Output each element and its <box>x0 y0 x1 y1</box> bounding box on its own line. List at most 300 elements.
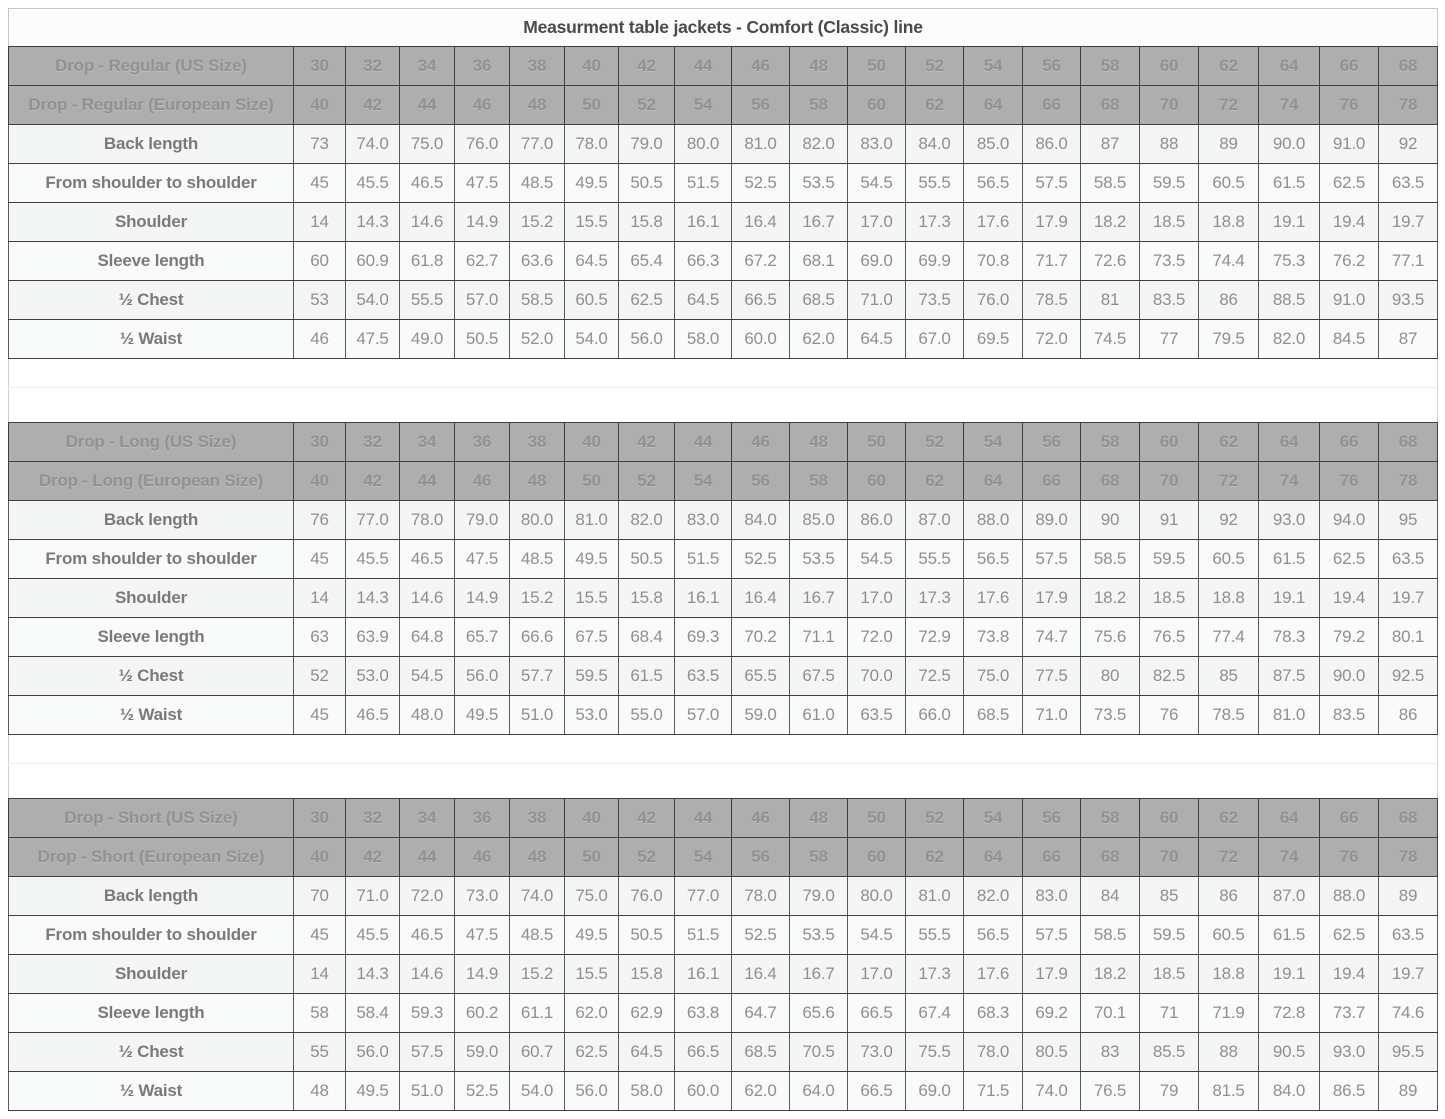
value-cell: 61.5 <box>1259 540 1320 579</box>
value-cell: 73.0 <box>848 1033 906 1072</box>
eu-size-cell: 60 <box>848 86 906 125</box>
value-cell: 48.5 <box>510 540 565 579</box>
us-size-cell: 56 <box>1023 423 1081 462</box>
value-cell: 61.5 <box>1259 164 1320 203</box>
value-cell: 68.3 <box>964 994 1023 1033</box>
value-cell: 17.6 <box>964 579 1023 618</box>
value-cell: 62.5 <box>1320 916 1379 955</box>
value-cell: 18.8 <box>1199 579 1259 618</box>
value-cell: 80.0 <box>510 501 565 540</box>
us-size-cell: 58 <box>1081 423 1140 462</box>
value-cell: 60.5 <box>1199 540 1259 579</box>
value-cell: 54.0 <box>346 281 400 320</box>
value-cell: 88.5 <box>1259 281 1320 320</box>
title-row <box>9 9 1438 47</box>
value-cell: 55.5 <box>906 540 964 579</box>
table-sections <box>9 47 1438 1111</box>
us-size-cell: 34 <box>400 423 455 462</box>
value-cell: 76 <box>1140 696 1199 735</box>
value-cell: 77 <box>1140 320 1199 359</box>
us-size-cell: 32 <box>346 799 400 838</box>
value-cell: 48.5 <box>510 916 565 955</box>
value-cell: 88.0 <box>1320 877 1379 916</box>
us-size-cell: 68 <box>1379 47 1438 86</box>
value-cell: 52.5 <box>455 1072 510 1111</box>
value-cell: 48.0 <box>400 696 455 735</box>
value-cell: 52.5 <box>732 916 790 955</box>
value-cell: 78.0 <box>964 1033 1023 1072</box>
eu-size-cell: 78 <box>1379 462 1438 501</box>
value-cell: 54.0 <box>565 320 619 359</box>
us-size-cell: 56 <box>1023 47 1081 86</box>
value-cell: 74.4 <box>1199 242 1259 281</box>
us-size-cell: 32 <box>346 423 400 462</box>
value-cell: 69.9 <box>906 242 964 281</box>
eu-size-cell: 78 <box>1379 86 1438 125</box>
value-cell: 78.5 <box>1023 281 1081 320</box>
eu-size-cell: 62 <box>906 838 964 877</box>
value-cell: 71.0 <box>1023 696 1081 735</box>
value-cell: 77.1 <box>1379 242 1438 281</box>
eu-size-cell: 52 <box>619 462 675 501</box>
value-cell: 79.5 <box>1199 320 1259 359</box>
value-cell: 66.6 <box>510 618 565 657</box>
table-title: Measurment table jackets - Comfort (Classic) line <box>9 9 1438 47</box>
value-cell: 85.0 <box>790 501 848 540</box>
size-header-us-row <box>9 47 1438 86</box>
eu-size-cell: 78 <box>1379 838 1438 877</box>
measurement-row <box>9 618 1438 657</box>
value-cell: 19.4 <box>1320 203 1379 242</box>
value-cell: 55.5 <box>400 281 455 320</box>
value-cell: 57.5 <box>1023 540 1081 579</box>
value-cell: 16.7 <box>790 203 848 242</box>
value-cell: 57.0 <box>675 696 732 735</box>
us-size-cell: 66 <box>1320 47 1379 86</box>
value-cell: 63.8 <box>675 994 732 1033</box>
value-cell: 17.3 <box>906 579 964 618</box>
value-cell: 53.5 <box>790 164 848 203</box>
eu-size-cell: 58 <box>790 462 848 501</box>
value-cell: 45.5 <box>346 540 400 579</box>
section-spacer-row <box>9 388 1438 423</box>
us-size-cell: 60 <box>1140 799 1199 838</box>
value-cell: 84.5 <box>1320 320 1379 359</box>
eu-size-cell: 70 <box>1140 838 1199 877</box>
value-cell: 58.5 <box>1081 916 1140 955</box>
value-cell: 86.5 <box>1320 1072 1379 1111</box>
value-cell: 58.5 <box>510 281 565 320</box>
us-size-cell: 58 <box>1081 799 1140 838</box>
value-cell: 51.0 <box>400 1072 455 1111</box>
section-eu-label: Drop - Regular (European Size) <box>9 86 294 125</box>
us-size-cell: 30 <box>294 799 346 838</box>
value-cell: 83.0 <box>848 125 906 164</box>
value-cell: 50.5 <box>619 916 675 955</box>
eu-size-cell: 40 <box>294 838 346 877</box>
value-cell: 63.5 <box>848 696 906 735</box>
us-size-cell: 52 <box>906 47 964 86</box>
value-cell: 15.2 <box>510 955 565 994</box>
value-cell: 72.8 <box>1259 994 1320 1033</box>
row-label: ½ Chest <box>9 657 294 696</box>
value-cell: 16.7 <box>790 955 848 994</box>
value-cell: 60.5 <box>565 281 619 320</box>
us-size-cell: 64 <box>1259 47 1320 86</box>
value-cell: 17.6 <box>964 203 1023 242</box>
value-cell: 16.4 <box>732 955 790 994</box>
us-size-cell: 40 <box>565 423 619 462</box>
value-cell: 83.0 <box>675 501 732 540</box>
value-cell: 74.5 <box>1081 320 1140 359</box>
value-cell: 94.0 <box>1320 501 1379 540</box>
eu-size-cell: 60 <box>848 462 906 501</box>
value-cell: 92 <box>1379 125 1438 164</box>
eu-size-cell: 62 <box>906 86 964 125</box>
eu-size-cell: 74 <box>1259 462 1320 501</box>
value-cell: 74.0 <box>1023 1072 1081 1111</box>
value-cell: 71.0 <box>346 877 400 916</box>
value-cell: 45 <box>294 540 346 579</box>
value-cell: 68.5 <box>964 696 1023 735</box>
us-size-cell: 68 <box>1379 423 1438 462</box>
value-cell: 56.0 <box>565 1072 619 1111</box>
eu-size-cell: 56 <box>732 838 790 877</box>
value-cell: 15.2 <box>510 203 565 242</box>
us-size-cell: 56 <box>1023 799 1081 838</box>
value-cell: 74.0 <box>346 125 400 164</box>
value-cell: 92.5 <box>1379 657 1438 696</box>
row-label: From shoulder to shoulder <box>9 916 294 955</box>
value-cell: 90.0 <box>1320 657 1379 696</box>
value-cell: 73.0 <box>455 877 510 916</box>
measurement-row <box>9 916 1438 955</box>
spacer-cell <box>9 359 1438 388</box>
value-cell: 50.5 <box>619 540 675 579</box>
value-cell: 73.8 <box>964 618 1023 657</box>
value-cell: 87 <box>1081 125 1140 164</box>
value-cell: 62.5 <box>1320 164 1379 203</box>
value-cell: 46.5 <box>400 916 455 955</box>
eu-size-cell: 56 <box>732 462 790 501</box>
value-cell: 52.5 <box>732 540 790 579</box>
value-cell: 73.5 <box>1140 242 1199 281</box>
value-cell: 56.5 <box>964 916 1023 955</box>
us-size-cell: 50 <box>848 799 906 838</box>
eu-size-cell: 68 <box>1081 462 1140 501</box>
value-cell: 69.0 <box>848 242 906 281</box>
measurement-row <box>9 1033 1438 1072</box>
us-size-cell: 48 <box>790 423 848 462</box>
value-cell: 78.3 <box>1259 618 1320 657</box>
value-cell: 16.4 <box>732 203 790 242</box>
size-header-us-row <box>9 423 1438 462</box>
value-cell: 14 <box>294 203 346 242</box>
us-size-cell: 40 <box>565 47 619 86</box>
value-cell: 66.3 <box>675 242 732 281</box>
value-cell: 17.0 <box>848 203 906 242</box>
value-cell: 87 <box>1379 320 1438 359</box>
value-cell: 18.2 <box>1081 579 1140 618</box>
value-cell: 77.0 <box>510 125 565 164</box>
section-eu-label: Drop - Short (European Size) <box>9 838 294 877</box>
value-cell: 17.0 <box>848 579 906 618</box>
value-cell: 63 <box>294 618 346 657</box>
value-cell: 71.1 <box>790 618 848 657</box>
value-cell: 58.4 <box>346 994 400 1033</box>
section-us-label: Drop - Long (US Size) <box>9 423 294 462</box>
value-cell: 56.5 <box>964 540 1023 579</box>
us-size-cell: 38 <box>510 799 565 838</box>
value-cell: 18.5 <box>1140 579 1199 618</box>
value-cell: 52.5 <box>732 164 790 203</box>
value-cell: 65.6 <box>790 994 848 1033</box>
value-cell: 89.0 <box>1023 501 1081 540</box>
us-size-cell: 54 <box>964 47 1023 86</box>
measurement-row <box>9 164 1438 203</box>
value-cell: 82.0 <box>1259 320 1320 359</box>
eu-size-cell: 40 <box>294 462 346 501</box>
eu-size-cell: 64 <box>964 86 1023 125</box>
value-cell: 81.0 <box>1259 696 1320 735</box>
us-size-cell: 42 <box>619 47 675 86</box>
value-cell: 72.0 <box>1023 320 1081 359</box>
value-cell: 73.5 <box>1081 696 1140 735</box>
value-cell: 87.0 <box>906 501 964 540</box>
measurement-row <box>9 994 1438 1033</box>
eu-size-cell: 62 <box>906 462 964 501</box>
us-size-cell: 32 <box>346 47 400 86</box>
value-cell: 81.0 <box>565 501 619 540</box>
value-cell: 14.3 <box>346 203 400 242</box>
value-cell: 55.5 <box>906 916 964 955</box>
value-cell: 87.5 <box>1259 657 1320 696</box>
value-cell: 53.0 <box>346 657 400 696</box>
value-cell: 77.5 <box>1023 657 1081 696</box>
eu-size-cell: 58 <box>790 838 848 877</box>
row-label: From shoulder to shoulder <box>9 164 294 203</box>
value-cell: 90.5 <box>1259 1033 1320 1072</box>
value-cell: 59.5 <box>1140 164 1199 203</box>
us-size-cell: 58 <box>1081 47 1140 86</box>
value-cell: 60 <box>294 242 346 281</box>
row-label: Shoulder <box>9 579 294 618</box>
value-cell: 75.5 <box>906 1033 964 1072</box>
row-label: ½ Waist <box>9 1072 294 1111</box>
value-cell: 67.0 <box>906 320 964 359</box>
us-size-cell: 38 <box>510 423 565 462</box>
value-cell: 52.0 <box>510 320 565 359</box>
value-cell: 89 <box>1379 877 1438 916</box>
eu-size-cell: 66 <box>1023 462 1081 501</box>
eu-size-cell: 48 <box>510 86 565 125</box>
measurement-row <box>9 696 1438 735</box>
row-label: From shoulder to shoulder <box>9 540 294 579</box>
eu-size-cell: 56 <box>732 86 790 125</box>
eu-size-cell: 52 <box>619 86 675 125</box>
value-cell: 56.0 <box>455 657 510 696</box>
value-cell: 79.2 <box>1320 618 1379 657</box>
us-size-cell: 62 <box>1199 423 1259 462</box>
value-cell: 70.2 <box>732 618 790 657</box>
value-cell: 81.5 <box>1199 1072 1259 1111</box>
value-cell: 18.5 <box>1140 955 1199 994</box>
us-size-cell: 66 <box>1320 799 1379 838</box>
spacer-cell <box>9 388 1438 423</box>
section-us-label: Drop - Short (US Size) <box>9 799 294 838</box>
value-cell: 18.2 <box>1081 203 1140 242</box>
value-cell: 75.0 <box>400 125 455 164</box>
us-size-cell: 66 <box>1320 423 1379 462</box>
value-cell: 77.4 <box>1199 618 1259 657</box>
measurement-row <box>9 1072 1438 1111</box>
eu-size-cell: 72 <box>1199 86 1259 125</box>
eu-size-cell: 50 <box>565 838 619 877</box>
value-cell: 19.4 <box>1320 955 1379 994</box>
eu-size-cell: 60 <box>848 838 906 877</box>
eu-size-cell: 72 <box>1199 462 1259 501</box>
value-cell: 91 <box>1140 501 1199 540</box>
value-cell: 83.0 <box>1023 877 1081 916</box>
value-cell: 70 <box>294 877 346 916</box>
value-cell: 88 <box>1199 1033 1259 1072</box>
value-cell: 85 <box>1140 877 1199 916</box>
value-cell: 52 <box>294 657 346 696</box>
size-header-eu-row <box>9 462 1438 501</box>
value-cell: 49.0 <box>400 320 455 359</box>
value-cell: 64.0 <box>790 1072 848 1111</box>
value-cell: 66.5 <box>675 1033 732 1072</box>
value-cell: 76.0 <box>455 125 510 164</box>
value-cell: 76.2 <box>1320 242 1379 281</box>
value-cell: 76.0 <box>964 281 1023 320</box>
value-cell: 88 <box>1140 125 1199 164</box>
value-cell: 86 <box>1379 696 1438 735</box>
value-cell: 76.0 <box>619 877 675 916</box>
us-size-cell: 60 <box>1140 47 1199 86</box>
value-cell: 60.0 <box>732 320 790 359</box>
value-cell: 71.7 <box>1023 242 1081 281</box>
eu-size-cell: 46 <box>455 838 510 877</box>
value-cell: 75.0 <box>964 657 1023 696</box>
measurement-row <box>9 877 1438 916</box>
value-cell: 72.0 <box>848 618 906 657</box>
value-cell: 16.1 <box>675 203 732 242</box>
measurement-row <box>9 501 1438 540</box>
value-cell: 14 <box>294 579 346 618</box>
value-cell: 80.1 <box>1379 618 1438 657</box>
eu-size-cell: 48 <box>510 462 565 501</box>
value-cell: 69.2 <box>1023 994 1081 1033</box>
value-cell: 61.5 <box>619 657 675 696</box>
value-cell: 59.5 <box>565 657 619 696</box>
value-cell: 79.0 <box>455 501 510 540</box>
value-cell: 83.5 <box>1320 696 1379 735</box>
measurement-row <box>9 242 1438 281</box>
value-cell: 68.4 <box>619 618 675 657</box>
value-cell: 48 <box>294 1072 346 1111</box>
value-cell: 90.0 <box>1259 125 1320 164</box>
row-label: Back length <box>9 501 294 540</box>
value-cell: 85 <box>1199 657 1259 696</box>
value-cell: 79.0 <box>619 125 675 164</box>
value-cell: 74.7 <box>1023 618 1081 657</box>
value-cell: 76.5 <box>1140 618 1199 657</box>
value-cell: 80.0 <box>675 125 732 164</box>
value-cell: 49.5 <box>346 1072 400 1111</box>
value-cell: 78.0 <box>565 125 619 164</box>
value-cell: 81 <box>1081 281 1140 320</box>
value-cell: 70.8 <box>964 242 1023 281</box>
value-cell: 62.0 <box>565 994 619 1033</box>
eu-size-cell: 50 <box>565 86 619 125</box>
value-cell: 61.1 <box>510 994 565 1033</box>
value-cell: 56.5 <box>964 164 1023 203</box>
us-size-cell: 34 <box>400 799 455 838</box>
value-cell: 58.5 <box>1081 164 1140 203</box>
us-size-cell: 50 <box>848 423 906 462</box>
us-size-cell: 44 <box>675 799 732 838</box>
value-cell: 19.7 <box>1379 955 1438 994</box>
value-cell: 84.0 <box>906 125 964 164</box>
value-cell: 93.5 <box>1379 281 1438 320</box>
row-label: ½ Chest <box>9 1033 294 1072</box>
value-cell: 67.4 <box>906 994 964 1033</box>
value-cell: 66.5 <box>732 281 790 320</box>
row-label: Shoulder <box>9 955 294 994</box>
value-cell: 17.9 <box>1023 579 1081 618</box>
value-cell: 66.5 <box>848 1072 906 1111</box>
value-cell: 59.3 <box>400 994 455 1033</box>
value-cell: 45 <box>294 164 346 203</box>
value-cell: 75.3 <box>1259 242 1320 281</box>
value-cell: 49.5 <box>455 696 510 735</box>
size-header-us-row <box>9 799 1438 838</box>
value-cell: 78.0 <box>732 877 790 916</box>
value-cell: 68.5 <box>732 1033 790 1072</box>
row-label: ½ Waist <box>9 696 294 735</box>
value-cell: 16.1 <box>675 579 732 618</box>
value-cell: 92 <box>1199 501 1259 540</box>
value-cell: 71.0 <box>848 281 906 320</box>
value-cell: 47.5 <box>455 540 510 579</box>
row-label: Back length <box>9 877 294 916</box>
value-cell: 18.2 <box>1081 955 1140 994</box>
value-cell: 89 <box>1199 125 1259 164</box>
us-size-cell: 42 <box>619 799 675 838</box>
value-cell: 15.8 <box>619 955 675 994</box>
value-cell: 19.1 <box>1259 579 1320 618</box>
value-cell: 14 <box>294 955 346 994</box>
value-cell: 57.0 <box>455 281 510 320</box>
value-cell: 88.0 <box>964 501 1023 540</box>
value-cell: 15.2 <box>510 579 565 618</box>
us-size-cell: 40 <box>565 799 619 838</box>
row-label: Sleeve length <box>9 618 294 657</box>
us-size-cell: 68 <box>1379 799 1438 838</box>
value-cell: 45.5 <box>346 916 400 955</box>
value-cell: 87.0 <box>1259 877 1320 916</box>
us-size-cell: 46 <box>732 799 790 838</box>
value-cell: 15.5 <box>565 955 619 994</box>
row-label: Sleeve length <box>9 994 294 1033</box>
value-cell: 18.8 <box>1199 203 1259 242</box>
eu-size-cell: 76 <box>1320 86 1379 125</box>
value-cell: 93.0 <box>1320 1033 1379 1072</box>
row-label: Back length <box>9 125 294 164</box>
value-cell: 54.5 <box>400 657 455 696</box>
eu-size-cell: 64 <box>964 838 1023 877</box>
